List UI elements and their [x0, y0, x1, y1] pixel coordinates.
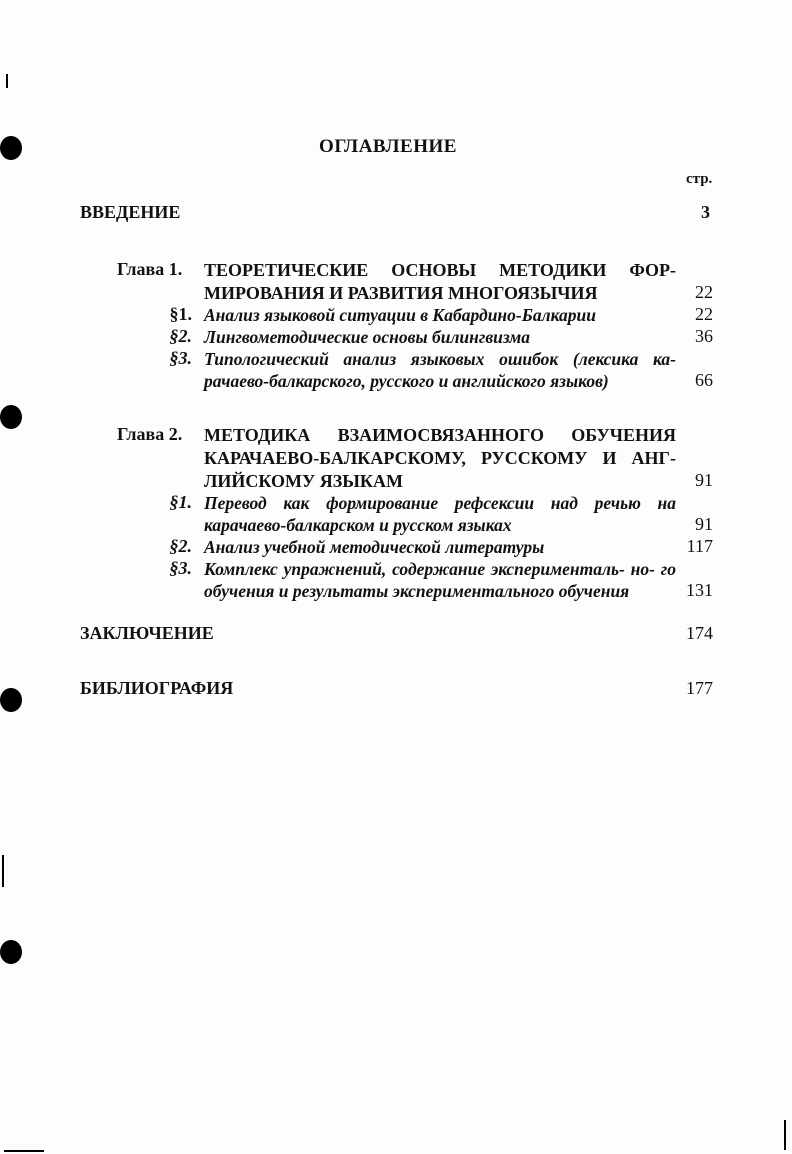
toc-page-conclusion: 174	[686, 623, 713, 643]
toc-entry-conclusion: ЗАКЛЮЧЕНИЕ	[80, 623, 214, 643]
section-number: §1.	[169, 304, 192, 324]
section-title: Лингвометодические основы билингвизма	[204, 327, 531, 347]
section-page: 131	[686, 580, 713, 600]
pages-column-label: стр.	[686, 171, 713, 187]
section-page: 117	[686, 536, 713, 556]
chapter-title: МЕТОДИКА ВЗАИМОСВЯЗАННОГО ОБУЧЕНИЯ КАРАЧАЕВО-БАЛКАРСКОМУ, РУССКОМУ И АНГ- ЛИЙСКОМУ ЯЗЫКАМ	[204, 425, 676, 491]
section-page: 66	[695, 370, 713, 390]
binder-hole	[0, 405, 22, 429]
chapter-label: Глава 2.	[117, 424, 183, 444]
chapter-page: 22	[695, 282, 713, 302]
toc-page-bibliography: 177	[686, 678, 713, 698]
scan-edge-mark	[2, 855, 4, 887]
section-number: §1.	[169, 492, 192, 512]
scan-edge-mark	[784, 1120, 786, 1150]
section-title: Анализ языковой ситуации в Кабардино-Балкарии	[204, 305, 596, 325]
binder-hole	[0, 940, 22, 964]
chapter-label: Глава 1.	[117, 259, 183, 279]
section-number: §2.	[169, 326, 192, 346]
toc-entry-bibliography: БИБЛИОГРАФИЯ	[80, 678, 234, 698]
toc-page-intro: 3	[701, 202, 710, 222]
chapter-title: ТЕОРЕТИЧЕСКИЕ ОСНОВЫ МЕТОДИКИ ФОР- МИРОВАНИЯ И РАЗВИТИЯ МНОГОЯЗЫЧИЯ	[204, 260, 676, 303]
section-page: 22	[695, 304, 713, 324]
section-title: Комплекс упражнений, содержание эксперименталь- но- го обучения и результаты экспериментального обучения	[204, 559, 676, 601]
section-page: 36	[695, 326, 713, 346]
section-title: Анализ учебной методической литературы	[204, 537, 545, 557]
chapter-page: 91	[695, 470, 713, 490]
section-title: Типологический анализ языковых ошибок (лексика ка- рачаево-балкарского, русского и английского языков)	[204, 349, 676, 391]
toc-entry-intro: ВВЕДЕНИЕ	[80, 202, 181, 222]
section-number: §3.	[169, 348, 192, 368]
scan-edge-mark	[4, 1150, 44, 1152]
page-title: ОГЛАВЛЕНИЕ	[319, 136, 457, 157]
section-number: §3.	[169, 558, 192, 578]
binder-hole	[0, 688, 22, 712]
scan-edge-mark	[6, 74, 8, 88]
section-number: §2.	[169, 536, 192, 556]
section-page: 91	[695, 514, 713, 534]
section-title: Перевод как формирование рефсексии над речью на карачаево-балкарском и русском языках	[204, 493, 676, 535]
